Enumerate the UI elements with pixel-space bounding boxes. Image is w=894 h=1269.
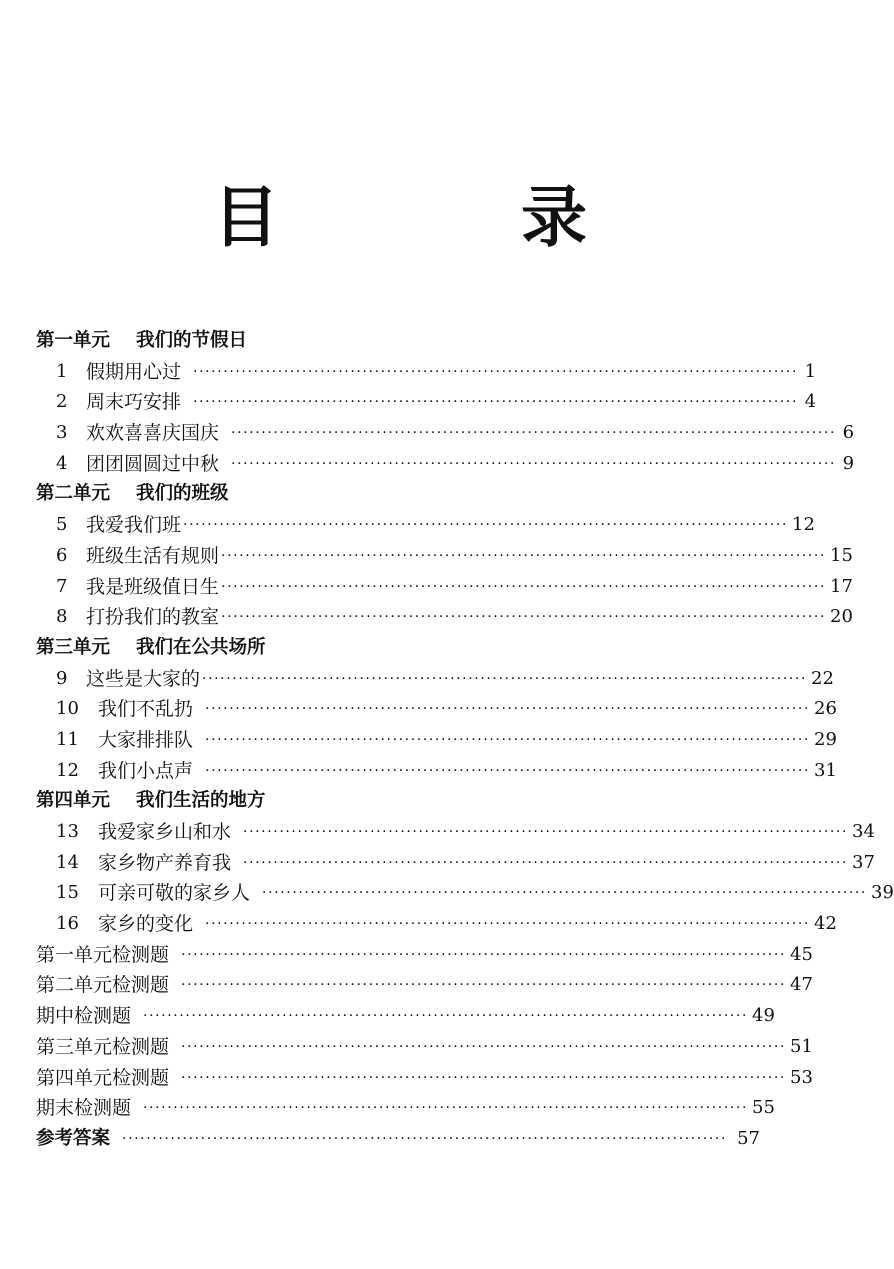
unit-heading-4[interactable] — [36, 786, 760, 817]
toc-entry[interactable] — [36, 510, 815, 541]
lesson-number: 14 — [56, 851, 79, 873]
lesson-number: 10 — [56, 698, 79, 720]
dot-leader: ···································································································· — [221, 578, 827, 595]
lesson-number: 1 — [56, 360, 68, 382]
lesson-title: 家乡的变化 — [98, 913, 194, 936]
dot-leader: ···································································································· — [183, 517, 789, 534]
page-number: 1 — [804, 360, 817, 382]
dot-leader: ···································································································· — [181, 1038, 787, 1055]
page-number: 45 — [790, 943, 813, 965]
toc-entry[interactable] — [36, 449, 855, 480]
lesson-title: 大家排排队 — [98, 728, 194, 751]
dot-leader: ···································································································· — [205, 762, 811, 779]
dot-leader: ···································································································· — [231, 425, 837, 442]
page-number: 51 — [790, 1035, 813, 1057]
toc-entry-test[interactable] — [36, 1093, 775, 1124]
page-title: 目 录 — [213, 179, 675, 256]
dot-leader: ···································································································· — [221, 547, 827, 564]
unit-number: 第一单元 — [36, 330, 111, 351]
lesson-title: 打扮我们的教室 — [86, 606, 220, 629]
unit-number: 第三单元 — [36, 636, 111, 658]
toc-entry-answers[interactable] — [36, 1124, 760, 1155]
toc-entry-test[interactable] — [36, 1001, 775, 1032]
page-number: 34 — [852, 821, 875, 842]
lesson-title: 我爱我们班 — [86, 514, 182, 537]
toc-entry[interactable] — [36, 664, 834, 695]
dot-leader: ···································································································· — [181, 1069, 787, 1086]
test-title: 期末检测题 — [36, 1097, 132, 1120]
lesson-number: 5 — [56, 514, 68, 536]
test-title: 第三单元检测题 — [36, 1035, 170, 1058]
lesson-number: 16 — [56, 913, 79, 935]
unit-number: 第二单元 — [36, 483, 111, 505]
unit-name: 我们在公共场所 — [136, 636, 266, 658]
page-number: 29 — [814, 728, 837, 750]
toc-entry[interactable] — [36, 572, 853, 603]
page-number: 6 — [842, 422, 855, 444]
unit-heading-2[interactable] — [36, 479, 760, 510]
toc-entry[interactable] — [36, 909, 837, 940]
dot-leader: ···································································································· — [143, 1008, 749, 1025]
dot-leader: ···································································································· — [193, 394, 799, 411]
toc-entry-test[interactable] — [36, 940, 813, 971]
dot-leader: ···································································································· — [181, 946, 787, 963]
toc-entry[interactable] — [36, 357, 817, 388]
page-number: 22 — [811, 667, 834, 689]
page-number: 39 — [871, 882, 894, 904]
lesson-number: 12 — [56, 759, 79, 781]
lesson-title: 我们小点声 — [98, 759, 194, 782]
page-number: 26 — [814, 698, 837, 720]
toc-entry[interactable] — [36, 878, 894, 909]
test-title: 第一单元检测题 — [36, 943, 170, 966]
lesson-title: 周末巧安排 — [86, 391, 182, 414]
lesson-title: 我是班级值日生 — [86, 575, 220, 598]
unit-name: 我们的班级 — [136, 483, 229, 505]
lesson-title: 假期用心过 — [86, 360, 182, 383]
dot-leader: ···································································································· — [205, 916, 811, 933]
lesson-number: 13 — [56, 821, 79, 842]
dot-leader: ···································································································· — [143, 1100, 749, 1117]
toc-entry[interactable] — [36, 817, 875, 848]
test-title: 第二单元检测题 — [36, 974, 170, 997]
toc-entry[interactable] — [36, 848, 875, 879]
page-number: 20 — [830, 606, 853, 628]
page-number: 49 — [752, 1005, 775, 1027]
dot-leader: ···································································································· — [122, 1130, 728, 1147]
lesson-number: 7 — [56, 575, 68, 597]
unit-name: 我们的节假日 — [136, 330, 248, 351]
lesson-number: 11 — [56, 728, 79, 750]
page-number: 55 — [752, 1097, 775, 1119]
lesson-number: 6 — [56, 544, 68, 566]
answers-title: 参考答案 — [36, 1127, 111, 1149]
lesson-title: 我爱家乡山和水 — [98, 821, 232, 843]
lesson-title: 班级生活有规则 — [86, 544, 220, 567]
lesson-title: 这些是大家的 — [86, 667, 201, 690]
toc-entry-test[interactable] — [36, 970, 813, 1001]
unit-heading-1[interactable] — [36, 326, 760, 357]
toc-entry[interactable] — [36, 694, 837, 725]
dot-leader: ···································································································· — [193, 363, 799, 380]
toc-entry-test[interactable] — [36, 1032, 813, 1063]
dot-leader: ···································································································· — [221, 609, 827, 626]
toc-entry[interactable] — [36, 725, 837, 756]
dot-leader: ···································································································· — [205, 701, 811, 718]
toc-entry[interactable] — [36, 602, 853, 633]
dot-leader: ···································································································· — [231, 455, 837, 472]
lesson-title: 可亲可敬的家乡人 — [98, 882, 251, 905]
page-number: 9 — [842, 452, 855, 474]
toc-entry-test[interactable] — [36, 1063, 813, 1094]
lesson-title: 我们不乱扔 — [98, 698, 194, 721]
lesson-title: 欢欢喜喜庆国庆 — [86, 422, 220, 445]
lesson-number: 3 — [56, 422, 68, 444]
page-number: 47 — [790, 974, 813, 996]
page-number: 31 — [814, 759, 837, 781]
unit-heading-3[interactable] — [36, 633, 760, 664]
toc-entry[interactable] — [36, 387, 817, 418]
unit-name: 我们生活的地方 — [136, 790, 266, 812]
test-title: 第四单元检测题 — [36, 1066, 170, 1089]
dot-leader: ···································································································· — [262, 885, 868, 902]
test-title: 期中检测题 — [36, 1005, 132, 1028]
dot-leader: ···································································································· — [205, 731, 811, 748]
toc-entry[interactable] — [36, 541, 853, 572]
dot-leader: ···································································································· — [202, 670, 808, 687]
dot-leader: ···································································································· — [243, 854, 849, 871]
page-number: 4 — [804, 391, 817, 413]
page-number: 17 — [830, 575, 853, 597]
page-number: 15 — [830, 544, 853, 566]
lesson-number: 15 — [56, 882, 79, 904]
table-of-contents — [36, 326, 894, 1155]
page-number: 57 — [737, 1127, 760, 1149]
page-number: 42 — [814, 913, 837, 935]
dot-leader: ···································································································· — [243, 824, 849, 840]
toc-entry[interactable] — [36, 756, 837, 787]
page-number: 53 — [790, 1066, 813, 1088]
lesson-title: 团团圆圆过中秋 — [86, 452, 220, 475]
lesson-number: 9 — [56, 667, 68, 689]
toc-entry[interactable] — [36, 418, 855, 449]
lesson-number: 2 — [56, 391, 68, 413]
lesson-number: 8 — [56, 606, 68, 628]
lesson-number: 4 — [56, 452, 68, 474]
lesson-title: 家乡物产养育我 — [98, 851, 232, 874]
page-number: 12 — [792, 514, 815, 536]
dot-leader: ···································································································· — [181, 977, 787, 994]
unit-number: 第四单元 — [36, 790, 111, 812]
page-number: 37 — [852, 851, 875, 873]
